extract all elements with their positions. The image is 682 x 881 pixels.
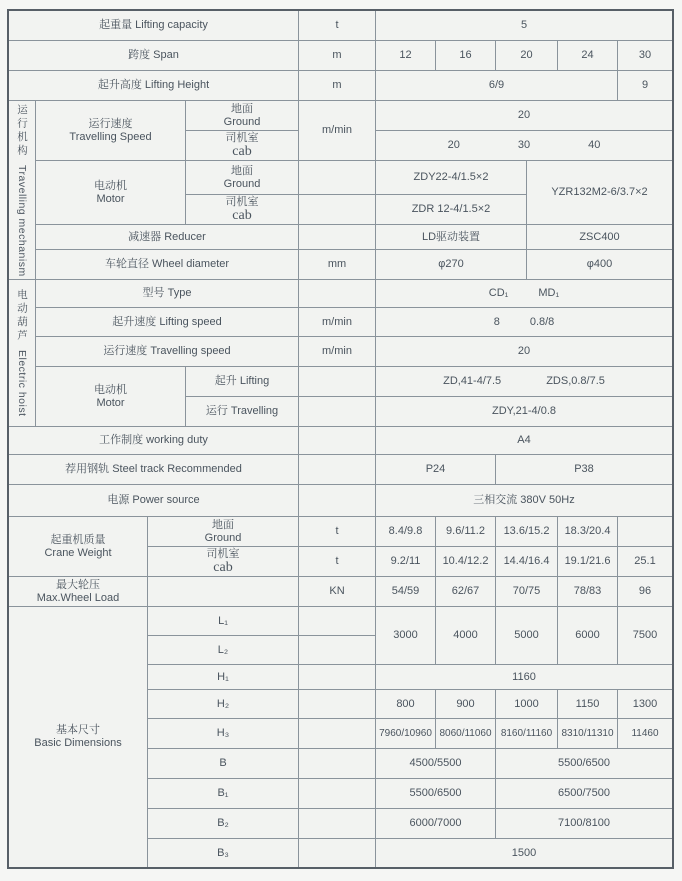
dim-L2-label: L₂: [148, 636, 298, 664]
crane-weight-ground-v1: 8.4/9.8: [376, 517, 435, 546]
dim-L1-unit-empty: [299, 607, 375, 635]
hoist-motor-lifting-v1: ZD,41-4/7.5: [443, 375, 502, 388]
hoist-type-md1: MD₁: [538, 287, 560, 300]
cab-label-cn: 司机室: [225, 196, 259, 209]
travelling-speed-ground-label: [186, 101, 298, 130]
working-duty-value: A4: [376, 427, 672, 454]
lifting-height-value-main: 6/9: [376, 71, 617, 100]
dim-B3-label: B₃: [148, 839, 298, 867]
travelling-speed-cab-label: [186, 131, 298, 160]
dim-H3-v5: 11460: [618, 719, 672, 748]
hoist-motor-lifting-values: [376, 367, 672, 396]
max-wheel-load-label-en: Max.Wheel Load: [36, 591, 120, 604]
hoist-lifting-speed-values: [376, 308, 672, 336]
dim-B3-unit-empty: [299, 839, 375, 867]
hoist-type-cd1: CD₁: [488, 287, 509, 300]
span-unit: m: [299, 41, 375, 70]
hoist-lifting-speed-label: 起升速度 Lifting speed: [36, 308, 298, 336]
max-wheel-load-v2: 62/67: [436, 577, 495, 606]
dim-H1-label: H₁: [148, 665, 298, 689]
dim-B2-right: 7100/8100: [496, 809, 672, 838]
dim-H3-v2: 8060/11060: [436, 719, 495, 748]
hoist-lifting-speed-v1: 8: [493, 315, 500, 328]
section-electric-hoist-en: Electric hoist: [16, 350, 29, 417]
dim-H3-label: H₃: [148, 719, 298, 748]
dim-L-v5: 7500: [618, 607, 672, 664]
reducer-value-left: LD驱动装置: [376, 225, 526, 249]
travelling-speed-label: [36, 101, 185, 160]
travelling-speed-unit: m/min: [299, 101, 375, 160]
hoist-motor-lifting-v2: ZDS,0.8/7.5: [546, 375, 605, 388]
ground-label-cn: 地面: [231, 102, 253, 115]
dim-H3-v3: 8160/11160: [496, 719, 557, 748]
dim-B-unit-empty: [299, 749, 375, 778]
lifting-height-label: 起升高度 Lifting Height: [9, 71, 298, 100]
dim-B-left: 4500/5500: [376, 749, 495, 778]
travelling-motor-unit-empty: [299, 195, 375, 224]
hoist-type-label: 型号 Type: [36, 280, 298, 307]
dim-H3-unit-empty: [299, 719, 375, 748]
dim-H3-v1: 7960/10960: [376, 719, 435, 748]
span-value-30: 30: [618, 41, 672, 70]
section-travelling-mechanism-cn: 运行机构: [16, 103, 29, 158]
dim-L-v1: 3000: [376, 607, 435, 664]
dim-H2-v4: 1150: [558, 690, 617, 718]
lifting-height-value-last: 9: [618, 71, 672, 100]
dim-H3-v4: 8310/11310: [558, 719, 617, 748]
reducer-value-right: ZSC400: [527, 225, 672, 249]
crane-weight-cab-v2: 10.4/12.2: [436, 547, 495, 576]
dim-B1-right: 6500/7500: [496, 779, 672, 808]
crane-weight-ground-v2: 9.6/11.2: [436, 517, 495, 546]
wheel-diameter-value-left: φ270: [376, 250, 526, 279]
travelling-motor-label: [36, 161, 185, 224]
hoist-motor-unit-empty: [299, 397, 375, 426]
crane-weight-ground-v3: 13.6/15.2: [496, 517, 557, 546]
hoist-type-values: [376, 280, 672, 307]
travelling-motor-cab-value: ZDR 12-4/1.5×2: [376, 195, 526, 224]
hoist-motor-travelling-value: ZDY,21-4/0.8: [376, 397, 672, 426]
crane-weight-cab-v3: 14.4/16.4: [496, 547, 557, 576]
dim-B1-unit-empty: [299, 779, 375, 808]
lifting-capacity-unit: t: [299, 11, 375, 40]
basic-dimensions-label-cn: 基本尺寸: [56, 724, 100, 737]
dim-B2-left: 6000/7000: [376, 809, 495, 838]
steel-track-unit-empty: [299, 455, 375, 484]
dim-B-label: B: [148, 749, 298, 778]
travelling-motor-shared-value: YZR132M2-6/3.7×2: [527, 161, 672, 224]
wheel-diameter-unit: mm: [299, 250, 375, 279]
dim-B2-label: B₂: [148, 809, 298, 838]
reducer-label: 减速器 Reducer: [36, 225, 298, 249]
travelling-motor-ground-label: [186, 161, 298, 194]
section-travelling-mechanism-en: Travelling mechanism: [16, 164, 29, 277]
steel-track-value-left: P24: [376, 455, 495, 484]
cab-speed-20: 20: [447, 139, 460, 152]
hoist-travelling-speed-label: 运行速度 Travelling speed: [36, 337, 298, 366]
dim-H2-label: H₂: [148, 690, 298, 718]
section-travelling-mechanism: [9, 101, 35, 279]
ground-label-cn: 地面: [212, 518, 234, 531]
crane-weight-ground-v5-empty: [618, 517, 672, 546]
dim-B1-left: 5500/6500: [376, 779, 495, 808]
cab-label-en: cab: [213, 559, 233, 575]
ground-label-cn: 地面: [231, 164, 253, 177]
span-value-16: 16: [436, 41, 495, 70]
crane-weight-label: [9, 517, 147, 576]
dim-H2-unit-empty: [299, 690, 375, 718]
dim-B1-label: B₁: [148, 779, 298, 808]
dim-L2-unit-empty: [299, 636, 375, 664]
hoist-travelling-speed-value: 20: [376, 337, 672, 366]
dim-L1-label: L₁: [148, 607, 298, 635]
cab-label-en: cab: [232, 143, 252, 159]
dim-L-v2: 4000: [436, 607, 495, 664]
travelling-speed-label-en: Travelling Speed: [69, 130, 152, 143]
steel-track-value-right: P38: [496, 455, 672, 484]
section-electric-hoist: [9, 280, 35, 426]
wheel-diameter-value-right: φ400: [527, 250, 672, 279]
hoist-lifting-speed-unit: m/min: [299, 308, 375, 336]
dim-L-v4: 6000: [558, 607, 617, 664]
max-wheel-load-v1: 54/59: [376, 577, 435, 606]
ground-label-en: Ground: [223, 115, 261, 128]
span-label: 跨度 Span: [9, 41, 298, 70]
max-wheel-load-v4: 78/83: [558, 577, 617, 606]
max-wheel-load-v3: 70/75: [496, 577, 557, 606]
dim-H1-value: 1160: [376, 665, 672, 689]
hoist-lifting-speed-v2: 0.8/8: [529, 315, 555, 328]
travelling-speed-cab-values: [376, 131, 672, 160]
max-wheel-load-label: [9, 577, 147, 606]
hoist-motor-unit-empty: [299, 367, 375, 396]
basic-dimensions-label: [9, 607, 147, 867]
cab-label-cn: 司机室: [225, 132, 259, 145]
dim-H1-unit-empty: [299, 665, 375, 689]
crane-weight-cab-v5: 25.1: [618, 547, 672, 576]
hoist-motor-label-cn: 电动机: [94, 383, 127, 396]
hoist-type-unit-empty: [299, 280, 375, 307]
lifting-height-unit: m: [299, 71, 375, 100]
travelling-motor-label-en: Motor: [96, 192, 125, 205]
travelling-speed-ground-value: 20: [376, 101, 672, 130]
travelling-motor-ground-value: ZDY22-4/1.5×2: [376, 161, 526, 194]
basic-dimensions-label-en: Basic Dimensions: [34, 737, 122, 749]
max-wheel-load-unit: KN: [299, 577, 375, 606]
working-duty-unit-empty: [299, 427, 375, 454]
travelling-motor-unit-empty: [299, 161, 375, 194]
power-source-unit-empty: [299, 485, 375, 516]
steel-track-label: 荐用钢轨 Steel track Recommended: [9, 455, 298, 484]
crane-weight-cab-unit: t: [299, 547, 375, 576]
working-duty-label: 工作制度 working duty: [9, 427, 298, 454]
crane-weight-ground-v4: 18.3/20.4: [558, 517, 617, 546]
hoist-motor-travelling-label: 运行 Travelling: [186, 397, 298, 426]
travelling-motor-label-cn: 电动机: [94, 179, 127, 192]
ground-label-en: Ground: [223, 177, 261, 190]
hoist-travelling-speed-unit: m/min: [299, 337, 375, 366]
span-value-24: 24: [558, 41, 617, 70]
dim-H2-v2: 900: [436, 690, 495, 718]
hoist-motor-label-en: Motor: [96, 396, 125, 409]
dim-H2-v3: 1000: [496, 690, 557, 718]
dim-H2-v5: 1300: [618, 690, 672, 718]
crane-weight-ground-unit: t: [299, 517, 375, 546]
dim-H2-v1: 800: [376, 690, 435, 718]
max-wheel-load-label-cn: 最大轮压: [56, 578, 100, 591]
power-source-label: 电源 Power source: [9, 485, 298, 516]
travelling-speed-label-cn: 运行速度: [88, 117, 133, 130]
travelling-motor-cab-label: [186, 195, 298, 224]
cab-label-cn: 司机室: [206, 548, 240, 561]
dim-B2-unit-empty: [299, 809, 375, 838]
max-wheel-load-v5: 96: [618, 577, 672, 606]
section-electric-hoist-cn: 电动葫芦: [16, 289, 29, 344]
crane-weight-cab-v1: 9.2/11: [376, 547, 435, 576]
crane-weight-label-cn: 起重机质量: [50, 533, 106, 546]
span-value-12: 12: [376, 41, 435, 70]
reducer-unit-empty: [299, 225, 375, 249]
dim-L-v3: 5000: [496, 607, 557, 664]
cab-speed-30: 30: [517, 139, 531, 152]
wheel-diameter-label: 车轮直径 Wheel diameter: [36, 250, 298, 279]
span-value-20: 20: [496, 41, 557, 70]
max-wheel-load-sub-empty: [148, 577, 298, 606]
hoist-motor-lifting-label: 起升 Lifting: [186, 367, 298, 396]
crane-weight-label-en: Crane Weight: [44, 546, 112, 559]
lifting-capacity-value: 5: [376, 11, 672, 40]
spec-table: [7, 9, 674, 869]
crane-weight-cab-label: [148, 547, 298, 576]
power-source-value: 三相交流 380V 50Hz: [376, 485, 672, 516]
cab-speed-40: 40: [588, 139, 601, 152]
crane-weight-ground-label: [148, 517, 298, 546]
cab-label-en: cab: [232, 207, 252, 223]
hoist-motor-label: [36, 367, 185, 426]
crane-weight-cab-v4: 19.1/21.6: [558, 547, 617, 576]
lifting-capacity-label: 起重量 Lifting capacity: [9, 11, 298, 40]
dim-B-right: 5500/6500: [496, 749, 672, 778]
dim-B3-value: 1500: [376, 839, 672, 867]
ground-label-en: Ground: [204, 531, 242, 544]
